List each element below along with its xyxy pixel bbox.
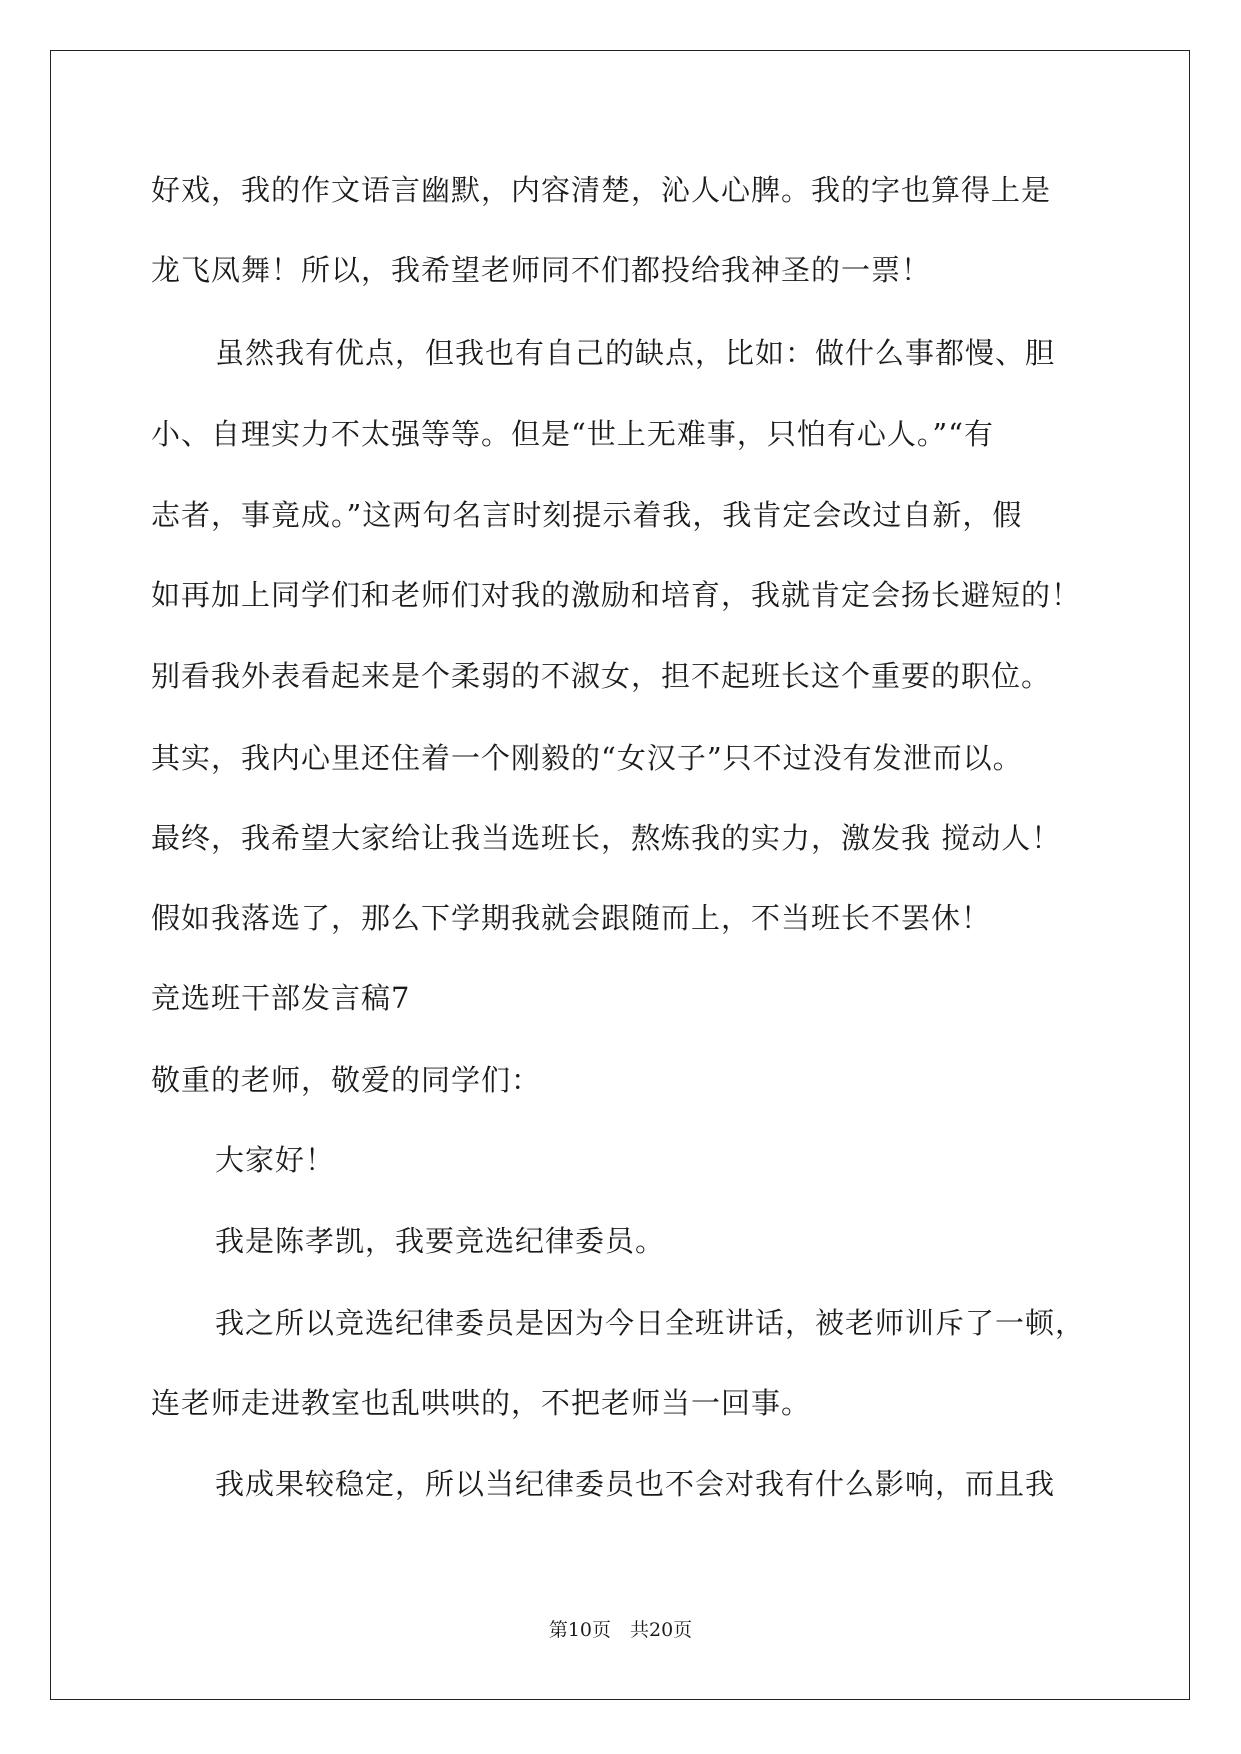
text-line: 如再加上同学们和老师们对我的激励和培育，我就肯定会扬长避短的！ (151, 578, 1082, 612)
text-line: 龙飞凤舞！所以，我希望老师同不们都投给我神圣的一票！ (151, 253, 932, 287)
greeting: 大家好！ (215, 1143, 336, 1177)
salutation: 敬重的老师，敬爱的同学们： (151, 1063, 542, 1097)
section-heading: 竞选班干部发言稿7 (151, 981, 411, 1015)
text-line: 好戏，我的作文语言幽默，内容清楚，沁人心脾。我的字也算得上是 (151, 173, 1052, 207)
text-line: 连老师走进教室也乱哄哄的，不把老师当一回事。 (151, 1386, 812, 1420)
text-line: 最终，我希望大家给让我当选班长，熬炼我的实力，激发我 搅动人！ (151, 821, 1062, 855)
page-border (50, 50, 1190, 1700)
page-footer: 第10页 共20页 (548, 1619, 693, 1641)
text-line: 我成果较稳定，所以当纪律委员也不会对我有什么影响，而且我 (215, 1467, 1056, 1501)
text-line: 别看我外表看起来是个柔弱的不淑女，担不起班长这个重要的职位。 (151, 659, 1052, 693)
text-line: 小、自理实力不太强等等。但是“世上无难事，只怕有心人。”“有 (151, 417, 994, 451)
text-line: 假如我落选了，那么下学期我就会跟随而上，不当班长不罢休！ (151, 901, 992, 935)
text-line: 我是陈孝凯，我要竞选纪律委员。 (215, 1224, 666, 1258)
text-line: 虽然我有优点，但我也有自己的缺点，比如：做什么事都慢、胆 (215, 336, 1056, 370)
text-line: 其实，我内心里还住着一个刚毅的“女汉子”只不过没有发泄而以。 (151, 741, 1023, 775)
text-line: 我之所以竞选纪律委员是因为今日全班讲话，被老师训斥了一顿， (215, 1306, 1086, 1340)
text-line: 志者，事竟成。”这两句名言时刻提示着我，我肯定会改过自新，假 (151, 498, 1023, 532)
